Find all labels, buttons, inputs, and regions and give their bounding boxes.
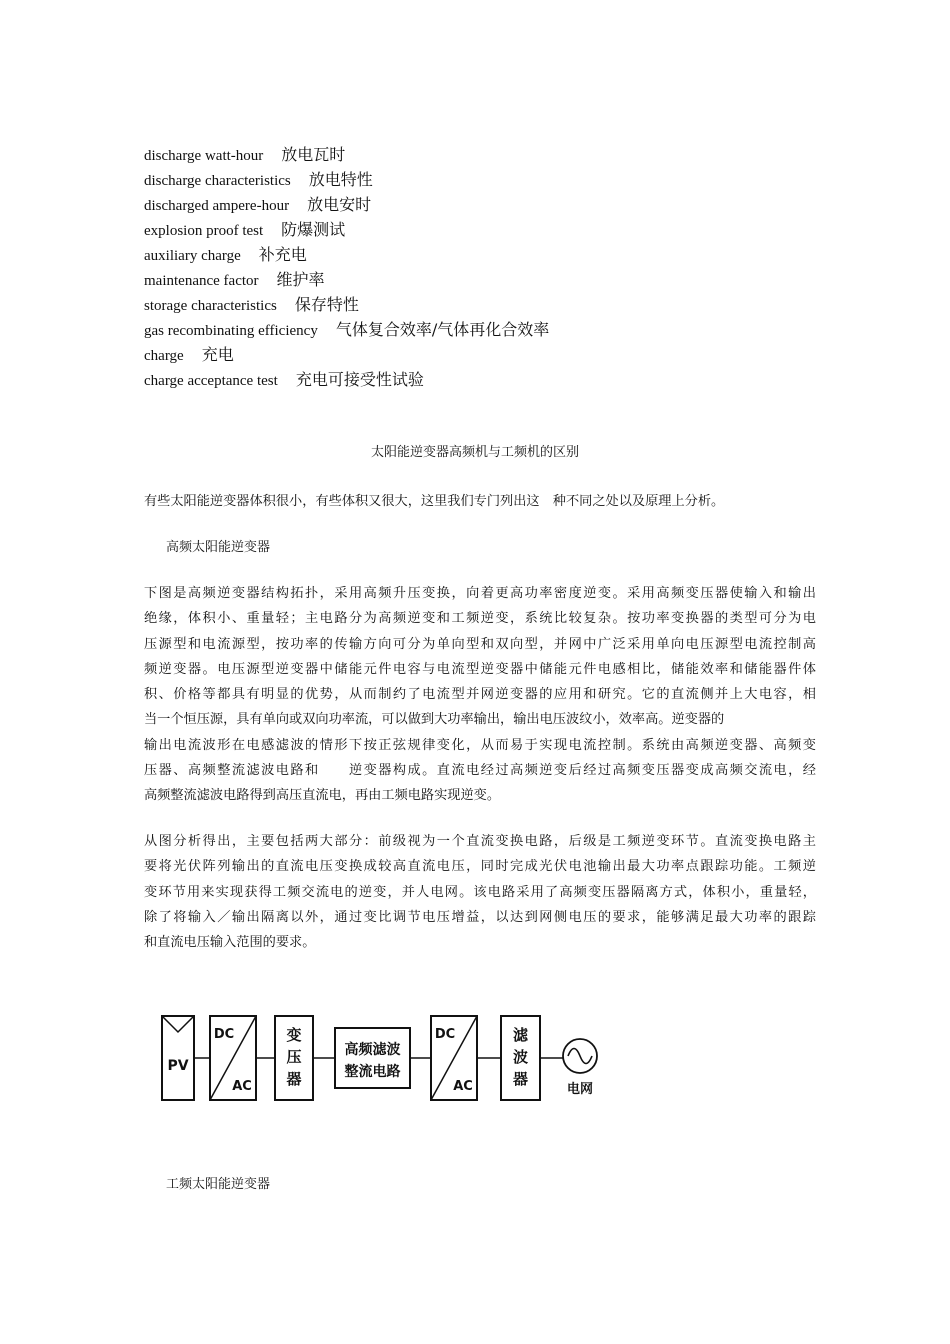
transformer-char: 器 xyxy=(286,1070,302,1088)
high-frequency-inverter-diagram xyxy=(158,1008,608,1108)
pv-panel-block xyxy=(162,1016,194,1100)
paragraph-line: 和直流电压输入范围的要求。 xyxy=(144,935,316,951)
transformer-char: 压 xyxy=(286,1048,302,1066)
glossary-row xyxy=(144,242,844,267)
paragraph-1 xyxy=(144,581,816,809)
article-title: 太阳能逆变器高频机与工频机的区别 xyxy=(370,445,579,460)
glossary-row xyxy=(144,142,844,167)
glossary-translation: 补充电 xyxy=(258,245,307,264)
glossary-term: gas recombinating efficiency xyxy=(144,323,318,339)
glossary-translation: 充电 xyxy=(201,345,234,364)
glossary-row xyxy=(144,217,844,242)
transformer-char: 变 xyxy=(286,1026,302,1044)
glossary-row xyxy=(144,342,844,367)
glossary-translation: 防爆测试 xyxy=(281,220,346,239)
glossary-term: charge acceptance test xyxy=(144,373,278,389)
section2-heading: 工频太阳能逆变器 xyxy=(166,1177,271,1192)
glossary-row xyxy=(144,192,844,217)
glossary-row xyxy=(144,367,844,392)
paragraph-line: 频逆变器。电压源型逆变器中储能元件电容与电流型逆变器中储能元件电感相比，储能效率和储能器件体 xyxy=(144,661,816,677)
glossary-term: auxiliary charge xyxy=(144,248,241,264)
glossary-translation: 放电瓦时 xyxy=(281,145,346,164)
paragraph-line: 当一个恒压源，具有单向或双向功率流，可以做到大功率输出，输出电压波纹小，效率高。逆变器的 xyxy=(144,712,725,728)
paragraph-line: 下图是高频逆变器结构拓扑，采用高频升压变换，向着更高功率密度逆变。采用高频变压器使输入和输出 xyxy=(144,586,816,601)
glossary-term: storage characteristics xyxy=(144,298,277,314)
paragraph-line: 压器、高频整流滤波电路和 逆变器构成。直流电经过高频逆变后经过高频变压器变成高频交流电，经 xyxy=(144,763,816,779)
glossary-translation: 保存特性 xyxy=(294,295,359,314)
grid-block xyxy=(563,1039,597,1097)
transformer-block xyxy=(275,1016,313,1100)
pv-label: PV xyxy=(167,1058,189,1074)
paragraph-line: 从图分析得出，主要包括两大部分：前级视为一个直流变换电路，后级是工频逆变环节。直流变换电路主 xyxy=(144,834,816,849)
ac-label: AC xyxy=(232,1079,252,1094)
glossary-list xyxy=(144,142,844,392)
dc-ac-converter-1 xyxy=(210,1016,256,1100)
glossary-row xyxy=(144,267,844,292)
paragraph-line: 输出电流波形在电感滤波的情形下按正弦规律变化，从而易于实现电流控制。系统由高频逆变器、高频变 xyxy=(144,737,816,753)
paragraph-line: 绝缘，体积小、重量轻；主电路分为高频逆变和工频逆变，系统比较复杂。按功率变换器的类型可分为电 xyxy=(144,611,816,627)
glossary-term: maintenance factor xyxy=(144,273,259,289)
filter-char: 器 xyxy=(512,1070,529,1088)
glossary-term: discharge watt-hour xyxy=(144,148,264,164)
glossary-term: explosion proof test xyxy=(144,223,264,239)
dc-ac-converter-2 xyxy=(431,1016,477,1100)
glossary-term: discharged ampere-hour xyxy=(144,198,290,214)
rectifier-filter-block xyxy=(335,1028,410,1088)
section1-heading: 高频太阳能逆变器 xyxy=(166,540,271,555)
paragraph-line: 除了将输入／输出隔离以外，通过变比调节电压增益，以达到网侧电压的要求，能够满足最大功率的跟踪 xyxy=(144,909,816,925)
paragraph-line: 压源型和电流源型，按功率的传输方向可分为单向型和双向型，并网中广泛采用单向电压源型电流控制高 xyxy=(144,636,816,652)
rectifier-line: 高频滤波 xyxy=(344,1042,401,1058)
paragraph-2 xyxy=(144,829,816,955)
glossary-translation: 气体复合效率/气体再化合效率 xyxy=(335,320,550,339)
dc-label: DC xyxy=(434,1027,456,1042)
paragraph-line: 积、价格等都具有明显的优势，从而制约了电流型并网逆变器的应用和研究。它的直流侧并上大电容，相 xyxy=(144,687,816,703)
dc-label: DC xyxy=(213,1027,235,1042)
paragraph-line: 高频整流滤波电路得到高压直流电，再由工频电路实现逆变。 xyxy=(144,788,501,804)
glossary-row xyxy=(144,167,844,192)
filter-char: 波 xyxy=(512,1048,529,1066)
glossary-term: charge xyxy=(144,348,184,364)
filter-char: 滤 xyxy=(512,1026,529,1044)
glossary-row xyxy=(144,292,844,317)
grid-label: 电网 xyxy=(566,1082,594,1097)
glossary-translation: 维护率 xyxy=(276,270,325,289)
ac-label: AC xyxy=(453,1079,473,1094)
glossary-translation: 放电安时 xyxy=(307,195,372,214)
glossary-translation: 放电特性 xyxy=(308,170,373,189)
glossary-term: discharge characteristics xyxy=(144,173,291,189)
intro-line: 有些太阳能逆变器体积很小，有些体积又很大，这里我们专门列出这 种不同之处以及原理上分析。 xyxy=(144,494,725,509)
paragraph-line: 要将光伏阵列输出的直流电压变换成较高直流电压，同时完成光伏电池输出最大功率点跟踪功能。工频逆 xyxy=(144,859,816,875)
filter-block xyxy=(501,1016,540,1100)
intro-paragraph xyxy=(144,489,816,514)
glossary-row xyxy=(144,317,844,342)
glossary-translation: 充电可接受性试验 xyxy=(295,370,424,389)
paragraph-line: 变环节用来实现获得工频交流电的逆变，并人电网。该电路采用了高频变压器隔离方式，体积小，重量轻， xyxy=(144,884,816,900)
rectifier-line: 整流电路 xyxy=(344,1064,401,1080)
